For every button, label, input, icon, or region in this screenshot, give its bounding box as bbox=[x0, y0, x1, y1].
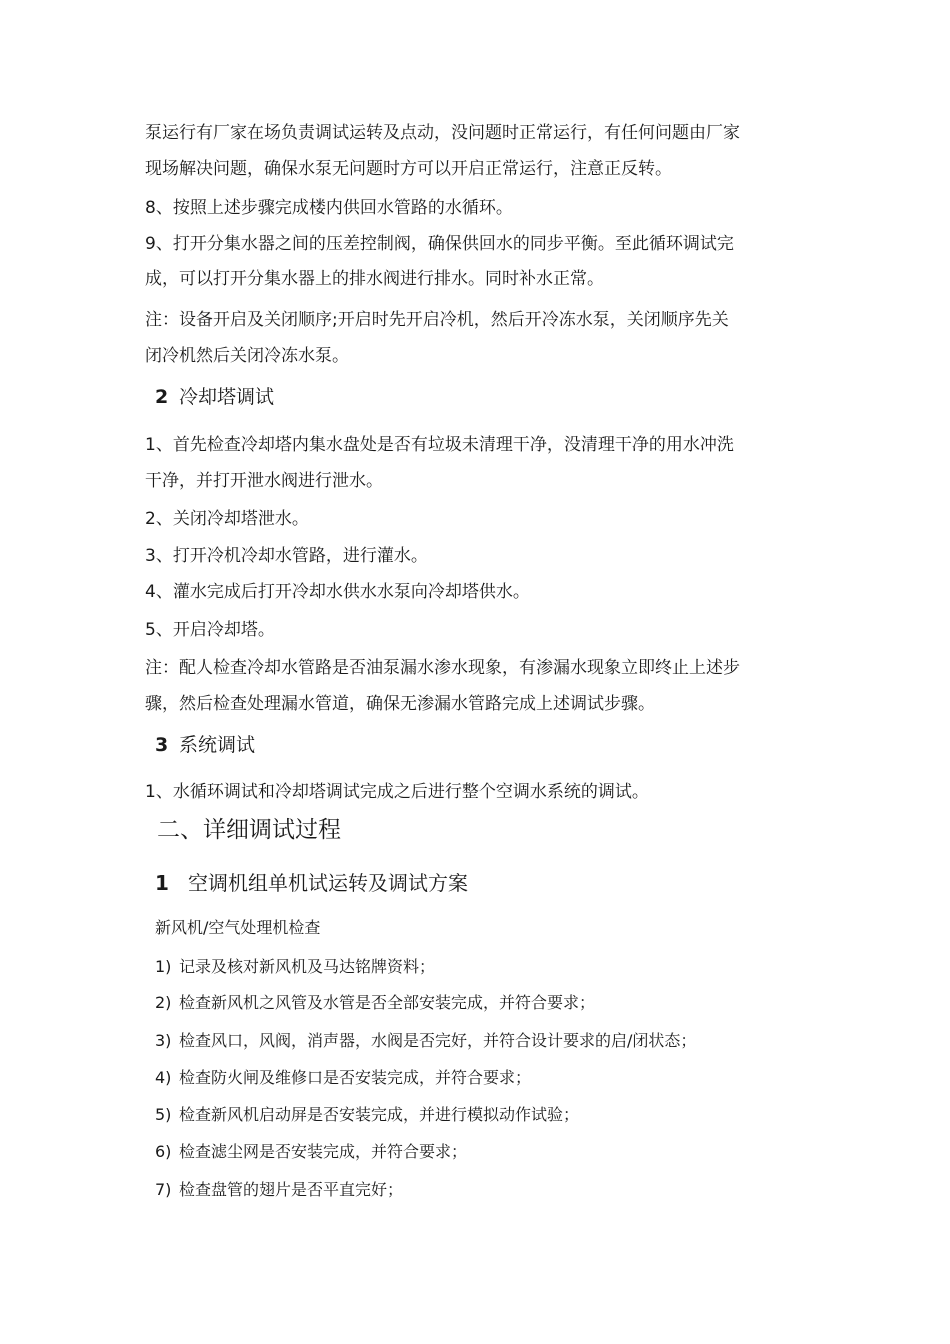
paragraph-line: 骤，然后检查处理漏水管道，确保无渗漏水管路完成上述调试步骤。 bbox=[145, 694, 655, 714]
list-item-text: 记录及核对新风机及马达铭牌资料； bbox=[179, 957, 436, 976]
section-heading-system bbox=[155, 732, 255, 758]
paragraph-line: 1、水循环调试和冷却塔调试完成之后进行整个空调水系统的调试。 bbox=[145, 782, 649, 802]
paragraph-line: 成，可以打开分集水器上的排水阀进行排水。同时补水正常。 bbox=[145, 269, 604, 289]
list-item bbox=[155, 991, 595, 1015]
list-item-text: 检查风口，风阀，消声器，水阀是否完好，并符合设计要求的启/闭状态； bbox=[179, 1031, 697, 1050]
section-title: 冷却塔调试 bbox=[179, 386, 275, 408]
section-title: 系统调试 bbox=[179, 734, 256, 756]
list-item-text: 检查滤尘网是否安装完成，并符合要求； bbox=[179, 1142, 468, 1161]
subsection-intro: 新风机/空气处理机检查 bbox=[155, 918, 321, 937]
list-item bbox=[155, 1066, 531, 1090]
list-item-number: 4) bbox=[155, 1068, 172, 1087]
paragraph-line: 闭冷机然后关闭冷冻水泵。 bbox=[145, 346, 349, 366]
subsection-heading bbox=[155, 869, 468, 897]
paragraph-line: 2、关闭冷却塔泄水。 bbox=[145, 509, 309, 529]
paragraph-line: 1、首先检查冷却塔内集水盘处是否有垃圾未清理干净，没清理干净的用水冲洗 bbox=[145, 435, 734, 455]
list-item bbox=[155, 955, 435, 979]
list-item-number: 1) bbox=[155, 957, 172, 976]
list-item-number: 6) bbox=[155, 1142, 172, 1161]
list-item-number: 5) bbox=[155, 1105, 172, 1124]
subsection-title: 空调机组单机试运转及调试方案 bbox=[188, 871, 468, 895]
paragraph-line: 现场解决问题，确保水泵无问题时方可以开启正常运行，注意正反转。 bbox=[145, 159, 672, 179]
list-item-text: 检查盘管的翅片是否平直完好； bbox=[179, 1180, 404, 1199]
list-item-number: 3) bbox=[155, 1031, 172, 1050]
paragraph-line: 泵运行有厂家在场负责调试运转及点动，没问题时正常运行，有任何问题由厂家 bbox=[145, 123, 740, 143]
paragraph-line: 9、打开分集水器之间的压差控制阀，确保供回水的同步平衡。至此循环调试完 bbox=[145, 234, 734, 254]
list-item bbox=[155, 1103, 579, 1127]
list-item bbox=[155, 1029, 696, 1053]
paragraph-line: 3、打开冷机冷却水管路，进行灌水。 bbox=[145, 546, 428, 566]
list-item-number: 2) bbox=[155, 993, 172, 1012]
section-number: 3 bbox=[155, 734, 169, 756]
paragraph-line: 注：配人检查冷却水管路是否油泵漏水渗水现象，有渗漏水现象立即终止上述步 bbox=[145, 658, 740, 678]
list-item bbox=[155, 1140, 467, 1164]
list-item-text: 检查新风机启动屏是否安装完成，并进行模拟动作试验； bbox=[179, 1105, 580, 1124]
section-heading-cooling-tower bbox=[155, 384, 274, 410]
list-item-number: 7) bbox=[155, 1180, 172, 1199]
list-item-text: 检查新风机之风管及水管是否全部安装完成，并符合要求； bbox=[179, 993, 596, 1012]
paragraph-line: 5、开启冷却塔。 bbox=[145, 620, 275, 640]
paragraph-line: 4、灌水完成后打开冷却水供水水泵向冷却塔供水。 bbox=[145, 582, 530, 602]
paragraph-line: 干净，并打开泄水阀进行泄水。 bbox=[145, 471, 383, 491]
paragraph-line: 注：设备开启及关闭顺序;开启时先开启冷机，然后开冷冻水泵，关闭顺序先关 bbox=[145, 310, 729, 330]
section-number: 2 bbox=[155, 386, 169, 408]
chapter-heading: 二、详细调试过程 bbox=[157, 817, 341, 843]
subsection-number: 1 bbox=[155, 871, 169, 895]
list-item bbox=[155, 1178, 403, 1202]
list-item-text: 检查防火闸及维修口是否安装完成，并符合要求； bbox=[179, 1068, 532, 1087]
paragraph-line: 8、按照上述步骤完成楼内供回水管路的水循环。 bbox=[145, 198, 513, 218]
